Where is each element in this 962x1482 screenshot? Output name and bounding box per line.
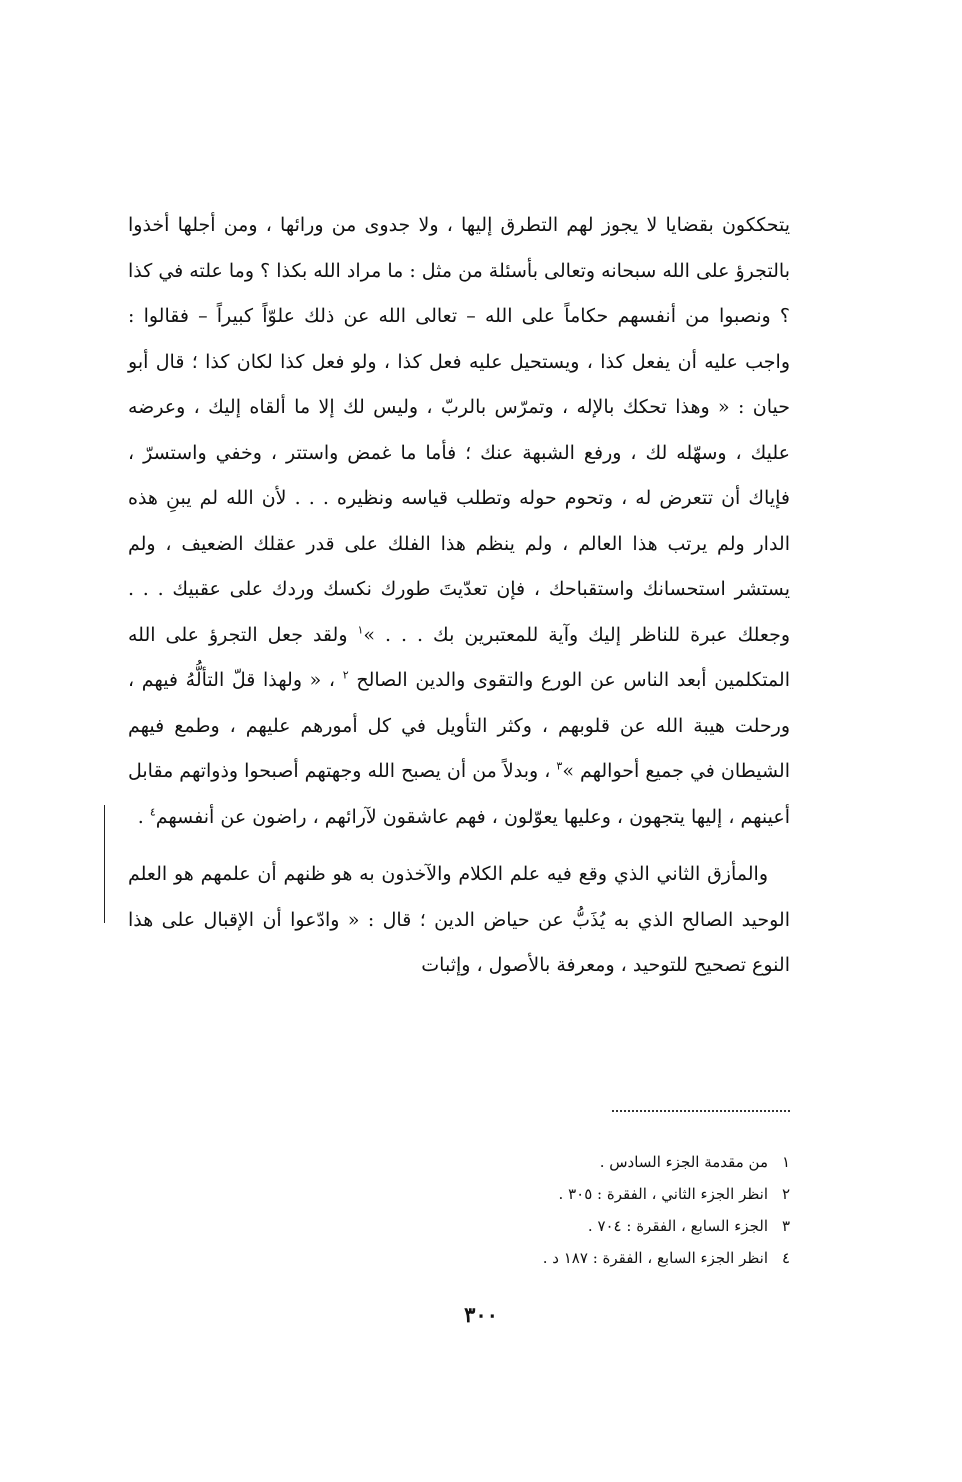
- footnote-2: [310, 1178, 790, 1210]
- footnote-number: ٤: [781, 1249, 790, 1267]
- paragraph-2: [128, 852, 790, 989]
- footnote-ref-4: ٤: [149, 805, 156, 819]
- footnote-ref-3: ٣: [556, 759, 563, 773]
- footnote-3: [310, 1210, 790, 1242]
- paragraph-1-text-4: ، وبدلاً من أن يصبح الله وجهتهم أصبحوا وذواتهم مقابل أعينهم ، إليها يتجهون ، وعليها يعوّلون ، فهم عاشقون لآرائهم ، راضون عن أنفسهم: [128, 760, 790, 828]
- footnote-ref-2: ٢: [342, 668, 349, 682]
- footnote-text: من مقدمة الجزء السادس .: [599, 1153, 768, 1171]
- footnote-1: [310, 1146, 790, 1178]
- footnote-number: ١: [781, 1153, 790, 1171]
- margin-mark: [104, 805, 105, 923]
- paragraph-2-text: والمأزق الثاني الذي وقع فيه علم الكلام والآخذون به هو ظنهم أن علمهم هو العلم الوحيد الصالح الذي به يُذَبُّ عن حياض الدين ؛ قال : « وادّعوا أن الإقبال على هذا النوع تصحيح للتوحيد ، ومعرفة بالأصول ، وإثبات: [128, 863, 790, 976]
- footnote-text: انظر الجزء السابع ، الفقرة : ١٨٧ د .: [542, 1249, 768, 1267]
- footnote-4: [310, 1242, 790, 1274]
- page-number: ٣٠٠: [464, 1302, 498, 1327]
- footnote-text: انظر الجزء الثاني ، الفقرة : ٣٠٥ .: [558, 1185, 768, 1203]
- paragraph-1-text-1: يتحككون بقضايا لا يجوز لهم التطرق إليها ، ولا جدوى من ورائها ، ومن أجلها أخذوا بالتجرؤ على الله سبحانه وتعالى بأسئلة من مثل : ما مراد الله بكذا ؟ وما علته في كذا ؟ ونصبوا من أنفسهم حكاماً على الله – تعالى الله عن ذلك علوّاً كبيراً – فقالوا : واجب عليه أن يفعل كذا ، ويستحيل عليه فعل كذا ، ولو فعل كذا لكان كذا ؛ قال أبو حيان : « وهذا تحكك بالإله ، وتمرّس بالربّ ، وليس لك إلا ما ألقاه إليك ، وعرضه عليك ، وسهّله لك ، ورفع الشبهة عنك ؛ فأما ما غمض واستتر ، وخفي واستسرّ ، فإياك أن تتعرض له ، وتحوم حوله وتطلب قياسه ونظيره . . . لأن الله لم يبنِ هذه الدار ولم يرتب هذا العالم ، ولم ينظم هذا الفلك على قدر عقلك الضعيف ، ولم يستشر استحسانك واستقباحك ، فإن تعدّيتَ طورك نكسك وردك على عقبيك . . . وجعلك عبرة للناظر إليك وآية للمعتبرين بك . . . »: [128, 214, 791, 646]
- footnote-separator: [612, 1110, 790, 1112]
- footnote-number: ٢: [781, 1185, 790, 1203]
- paragraph-1-text-2: ولقد جعل التجرؤ على الله المتكلمين أبعد الناس عن الورع والتقوى والدين الصالح: [128, 623, 790, 691]
- body-text: [128, 203, 790, 989]
- footnote-number: ٣: [781, 1217, 790, 1235]
- paragraph-1-text-3: ، « ولهذا قلّ التألُّهُ فيهم ، ورحلت هيبة الله عن قلوبهم ، وكثر التأويل في كل أمورهم عليهم ، وطمع فيهم الشيطان في جميع أحوالهم »: [128, 669, 790, 782]
- paragraph-1: [128, 203, 790, 840]
- footnote-ref-1: ١: [357, 623, 364, 637]
- footnote-text: الجزء السابع ، الفقرة : ٧٠٤ .: [587, 1217, 768, 1235]
- paragraph-1-text-5: .: [137, 805, 150, 828]
- footnotes-list: [310, 1146, 790, 1274]
